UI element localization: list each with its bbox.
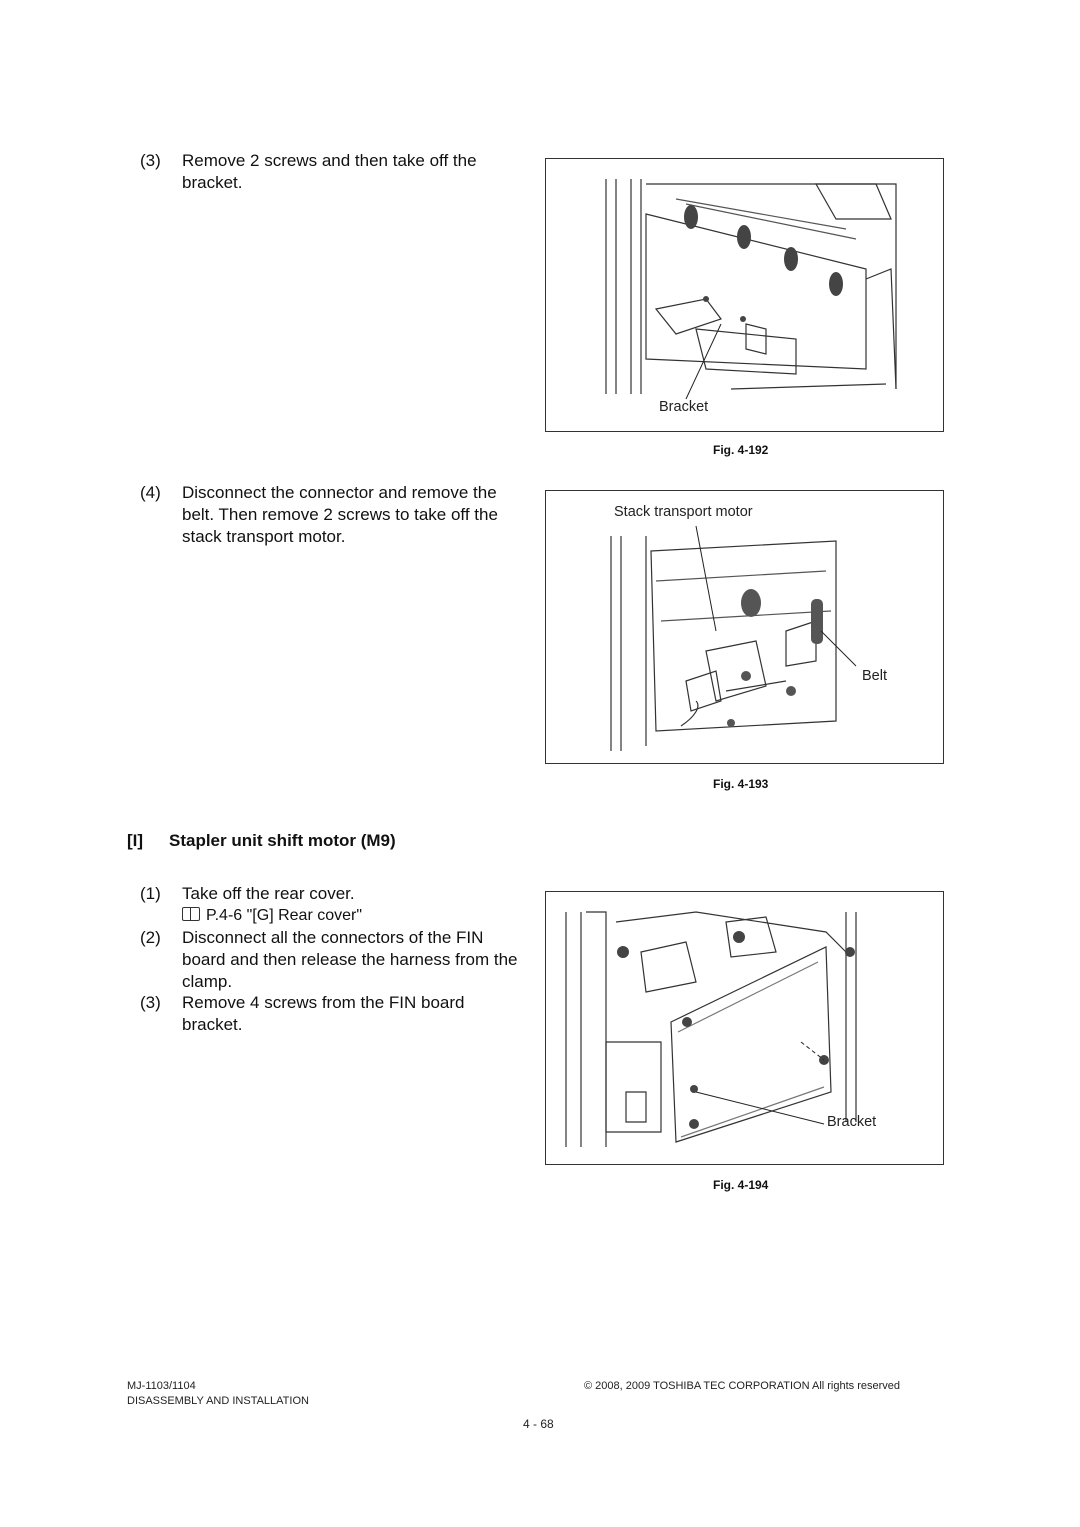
section-heading [127,831,396,851]
step-text-line: Remove 2 screws and then take off the [182,151,477,170]
fin-board-illustration [546,892,945,1166]
figure-caption: Fig. 4-193 [713,777,769,791]
step-text-line: belt. Then remove 2 screws to take off the [182,505,498,524]
step-text-line: Remove 4 screws from the FIN board [182,993,465,1012]
step-text-line: Disconnect the connector and remove the [182,483,497,502]
page-number: 4 - 68 [523,1417,554,1431]
footer-copyright: © 2008, 2009 TOSHIBA TEC CORPORATION All rights reserved [584,1380,901,1392]
step-text-line: board and then release the harness from the [182,950,518,969]
callout-stack-transport-motor: Stack transport motor [614,504,753,520]
step-number: (1) [140,884,161,903]
footer-chapter: DISASSEMBLY AND INSTALLATION [127,1395,309,1407]
step-text-line: Disconnect all the connectors of the FIN [182,928,484,947]
callout-bracket: Bracket [659,399,709,415]
step-text-line: stack transport motor. [182,527,346,546]
step-number: (3) [140,993,161,1012]
step-text-line: bracket. [182,173,243,192]
section-title: Stapler unit shift motor (M9) [169,831,396,850]
step-2-disconnect-connectors [140,927,550,993]
step-3-remove-bracket [140,150,540,198]
callout-belt: Belt [862,668,887,684]
step-text-line: bracket. [182,1015,243,1034]
step-number: (4) [140,483,161,502]
stack-transport-motor-illustration [546,491,945,765]
step-text-line: Take off the rear cover. [182,884,355,903]
book-icon [182,907,200,921]
step-number: (3) [140,151,161,170]
step-text-line: clamp. [182,972,233,991]
section-marker: [I] [127,831,144,850]
step-3-remove-fin-screws [140,992,540,1036]
figure-caption: Fig. 4-192 [713,443,769,457]
step-number: (2) [140,928,161,947]
figure-4-193 [545,490,944,764]
callout-bracket: Bracket [827,1114,877,1130]
figure-4-192 [545,158,944,432]
cross-reference[interactable] [182,905,362,927]
step-1-take-off-rear-cover [140,883,540,927]
cross-reference-text: P.4-6 "[G] Rear cover" [206,907,363,924]
figure-caption: Fig. 4-194 [713,1178,769,1192]
figure-4-194 [545,891,944,1165]
bracket-illustration [546,159,945,433]
step-4-remove-motor [140,482,540,552]
footer-model: MJ-1103/1104 [127,1380,196,1392]
